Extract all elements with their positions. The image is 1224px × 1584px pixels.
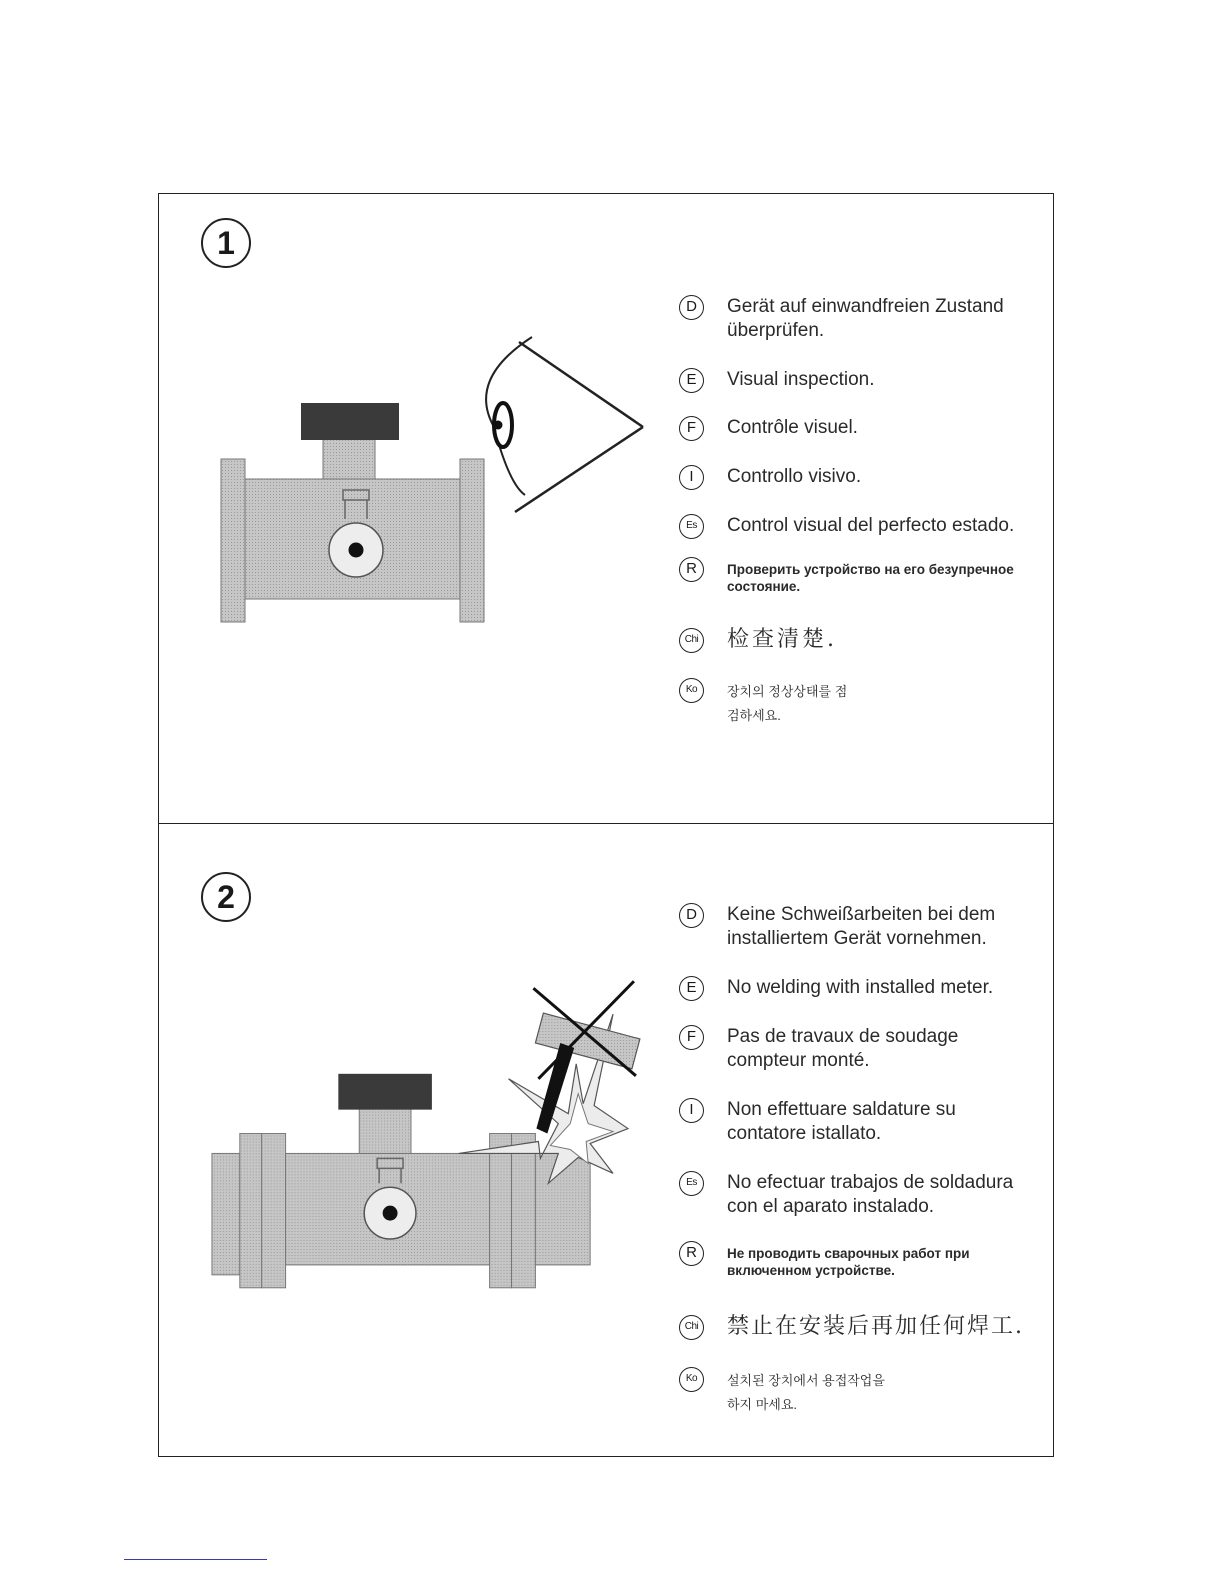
language-code-badge: D xyxy=(679,903,704,928)
instruction-text: No welding with installed meter. xyxy=(727,977,994,998)
language-code-badge: Chi xyxy=(679,1315,704,1340)
instruction-text: Gerät auf einwandfreien Zustand überprüfen. xyxy=(727,296,1004,341)
language-code-badge: R xyxy=(679,1241,704,1266)
step-2-number: 2 xyxy=(201,872,251,922)
language-code-badge: Ko xyxy=(679,678,704,703)
instruction-text: 장치의 정상상태를 점검하세요. xyxy=(727,684,848,723)
instruction-text: 检查清楚. xyxy=(727,627,837,652)
instruction-text: 설치된 장치에서 용접작업을 하지 마세요. xyxy=(727,1373,885,1412)
step-2-panel xyxy=(159,825,1053,1457)
instruction-text: Проверить устройство на его безупречное состояние. xyxy=(727,562,1014,594)
instruction-text: No efectuar trabajos de soldadura con el aparato instalado. xyxy=(727,1172,1014,1217)
instruction-frame xyxy=(158,193,1054,1457)
language-code-badge: F xyxy=(679,1025,704,1050)
instruction-text: Non effettuare saldature su contatore istallato. xyxy=(727,1099,956,1144)
step-1-panel xyxy=(159,194,1053,823)
eye-icon xyxy=(486,337,643,512)
language-code-badge: I xyxy=(679,1098,704,1123)
language-code-badge: Es xyxy=(679,514,704,539)
instruction-text: Contrôle visuel. xyxy=(727,417,858,438)
panel-divider xyxy=(159,823,1053,824)
instruction-text: Visual inspection. xyxy=(727,369,875,390)
instruction-text: Control visual del perfecto estado. xyxy=(727,515,1015,536)
instruction-text: 禁止在安装后再加任何焊工. xyxy=(727,1314,1024,1339)
step-1-number: 1 xyxy=(201,218,251,268)
visual-inspection-illustration xyxy=(159,194,659,823)
language-code-badge: Es xyxy=(679,1171,704,1196)
instruction-text: Не проводить сварочных работ при включенном устройстве. xyxy=(727,1246,970,1278)
meter-body xyxy=(221,403,484,622)
language-code-badge: E xyxy=(679,368,704,393)
language-code-badge: Ko xyxy=(679,1367,704,1392)
meter-body xyxy=(212,1074,590,1288)
no-welding-illustration xyxy=(159,825,659,1454)
footer-rule xyxy=(124,1559,267,1560)
language-code-badge: E xyxy=(679,976,704,1001)
language-code-badge: Chi xyxy=(679,628,704,653)
language-code-badge: F xyxy=(679,416,704,441)
language-code-badge: R xyxy=(679,557,704,582)
instruction-text: Pas de travaux de soudage compteur monté. xyxy=(727,1026,959,1071)
instruction-text: Keine Schweißarbeiten bei dem installiertem Gerät vornehmen. xyxy=(727,904,996,949)
instruction-text: Controllo visivo. xyxy=(727,466,862,487)
language-code-badge: D xyxy=(679,295,704,320)
language-code-badge: I xyxy=(679,465,704,490)
